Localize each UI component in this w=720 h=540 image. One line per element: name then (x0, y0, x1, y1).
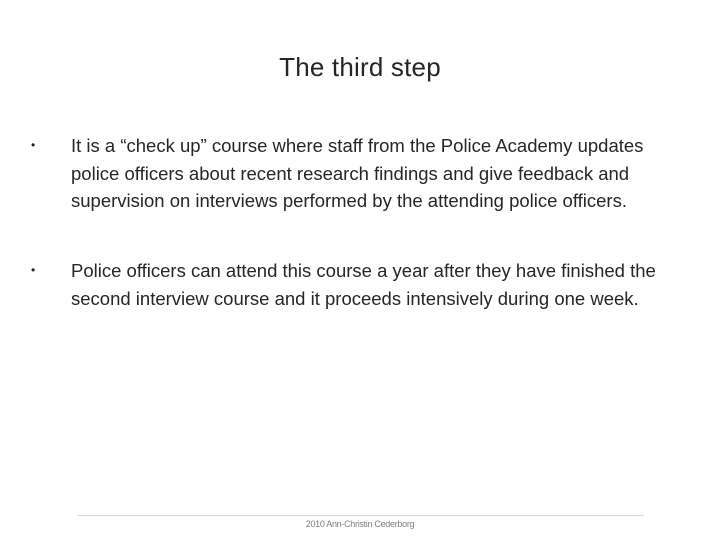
bullet-marker: • (31, 263, 36, 278)
bullet-item (30, 132, 690, 215)
footer-divider (78, 515, 644, 516)
bullet-text: It is a “check up” course where staff from the Police Academy updates police officers about recent research findings and give feedback and supervision on interviews performed by the attending police officers. (71, 135, 644, 212)
bullet-text: Police officers can attend this course a year after they have finished the second interview course and it proceeds intensively during one week. (71, 260, 656, 309)
footer-text: 2010 Ann-Christin Cederborg (305, 519, 415, 529)
bullet-list (30, 132, 690, 313)
slide-title: The third step (279, 52, 441, 82)
bullet-marker: • (31, 138, 36, 152)
bullet-item (30, 257, 690, 312)
